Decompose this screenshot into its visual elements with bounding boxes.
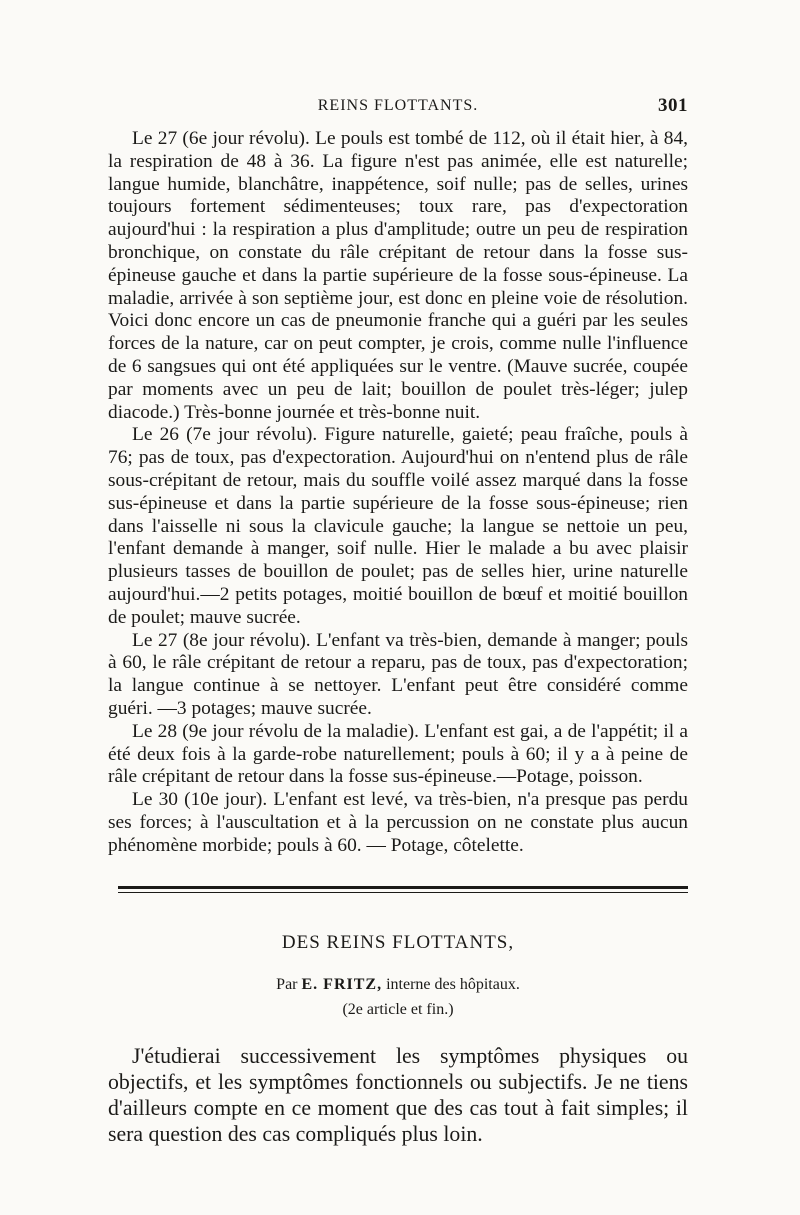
paragraph-day-26-7th: Le 26 (7e jour révolu). Figure naturelle, gaieté; peau fraîche, pouls à 76; pas de toux, pas d'expectoration. Aujourd'hui on n'entend plus de râle sous-crépitant de retour, mais du souffle voilé assez marqué dans la fosse sus-épineuse et dans la partie supérieure de la fosse sous-épineuse; rien dans l'aisselle ni sous la clavicule gauche; la langue se nettoie un peu, l'enfant demande à manger, soif nulle. Hier le malade a bu avec plaisir plusieurs tasses de bouillon de poulet; pas de selles hier, urine naturelle aujourd'hui.—2 petits potages, moitié bouillon de bœuf et moitié bouillon de poulet; mauve sucrée. (108, 424, 688, 628)
article-byline (108, 976, 688, 994)
article-paragraph: J'étudierai successivement les symptômes physiques ou objectifs, et les symptômes fonctionnels ou subjectifs. Je ne tiens d'ailleurs compte en ce moment que des cas tout à fait simples; il sera question des cas compliqués plus loin. (108, 1044, 688, 1146)
paragraph-day-28-9th: Le 28 (9e jour révolu de la maladie). L'enfant est gai, a de l'appétit; il a été deux fois à la garde-robe naturellement; pouls à 60; il y a à peine de râle crépitant de retour dans la fosse sus-épineuse.—Potage, poisson. (108, 720, 688, 788)
article-part: (2e article et fin.) (342, 1001, 454, 1018)
article-body (108, 1043, 688, 1147)
paragraph-day-27-6th: Le 27 (6e jour révolu). Le pouls est tombé de 112, où il était hier, à 84, la respiration de 48 à 36. La figure n'est pas animée, elle est naturelle; langue humide, blanchâtre, inappétence, soif nulle; pas de selles, urines toujours fortement sédimenteuses; toux rare, pas d'expectoration aujourd'hui : la respiration a plus d'amplitude; outre un peu de respiration bronchique, on constate du râle crépitant de retour dans la fosse sus-épineuse gauche et dans la partie supérieure de la fosse sous-épineuse. La maladie, arrivée à son septième jour, est donc en pleine voie de résolution. Voici donc encore un cas de pneumonie franche qui a guéri par les seules forces de la nature, car on peut compter, je crois, comme nulle l'influence de 6 sangsues qui ont été appliquées sur le ventre. (Mauve sucrée, coupée par moments avec un peu de lait; bouillon de poulet très-léger; julep diacode.) Très-bonne journée et très-bonne nuit. (108, 128, 688, 423)
divider-thin-rule (118, 892, 688, 893)
section-divider (118, 886, 688, 893)
case-notes (108, 128, 688, 858)
paragraph-day-30-10th: Le 30 (10e jour). L'enfant est levé, va très-bien, n'a presque pas perdu ses forces; à l'auscultation et à la percussion on ne constate plus aucun phénomène morbide; pouls à 60. — Potage, côtelette. (108, 789, 688, 856)
running-head (108, 97, 688, 121)
article-title: DES REINS FLOTTANTS, (281, 932, 515, 953)
byline-prefix: Par (276, 976, 298, 993)
byline-suffix: interne des hôpitaux. (386, 976, 520, 993)
article-author: E. FRITZ, (301, 976, 383, 993)
divider-thick-rule (118, 886, 688, 889)
running-title: REINS FLOTTANTS. (317, 97, 479, 114)
page-number: 301 (658, 95, 688, 116)
paragraph-day-27-8th: Le 27 (8e jour révolu). L'enfant va très-bien, demande à manger; pouls à 60, le râle crépitant de retour a reparu, pas de toux, pas d'expectoration; la langue continue à se nettoyer. L'enfant peut être considéré comme guéri. —3 potages; mauve sucrée. (108, 629, 688, 719)
